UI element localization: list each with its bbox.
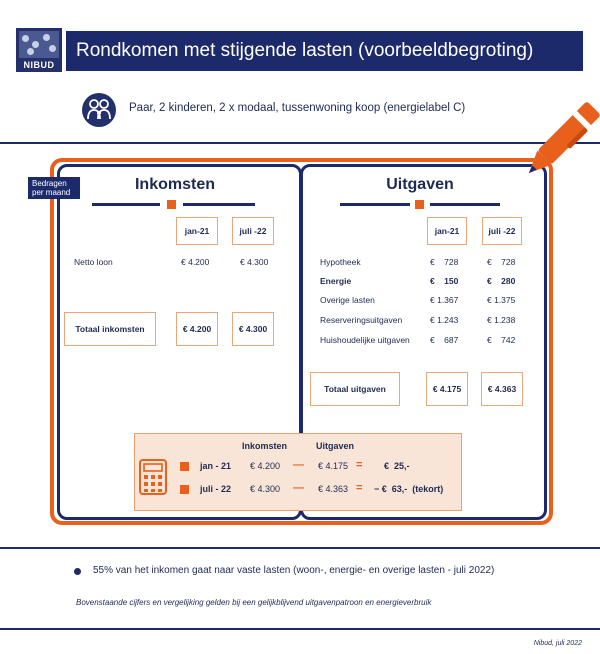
fixed-costs-statement: 55% van het inkomen gaat naar vaste lasten (woon-, energie- en overige lasten - juli 2022) [93,565,495,576]
expense-jul-overige: € 1.375 [487,295,516,305]
household-description: Paar, 2 kinderen, 2 x modaal, tussenwoning koop (energielabel C) [129,102,466,114]
expense-label-huishoudelijk: Huishoudelijke uitgaven [320,335,410,345]
income-row-jan: € 4.200 [181,257,210,267]
income-row-label: Netto loon [74,257,113,267]
equals-sign: = [356,459,363,471]
expense-jul-energie: € 280 [487,276,516,286]
footer-divider [0,628,600,630]
bullet-dot [74,568,81,575]
expense-jul-hypotheek: € 728 [487,257,516,267]
expense-jul-huishoudelijk: € 742 [487,335,516,345]
expense-label-overige: Overige lasten [320,295,375,305]
income-deco-line-right [183,203,255,206]
summary-result-jul: − € 63,- (tekort) [374,484,444,494]
income-total-jul: € 4.300 [232,312,274,346]
summary-row-marker [180,485,189,494]
summary-period-jul: juli - 22 [200,484,232,494]
summary-income-jan: € 4.200 [250,461,281,471]
disclaimer-note: Bovenstaande cijfers en vergelijking gelden bij een gelijkblijvend uitgavenpatroon en energieverbruik [76,598,432,607]
expense-label-hypotheek: Hypotheek [320,257,361,267]
summary-col-expenses: Uitgaven [316,441,355,451]
nibud-logo [16,28,62,72]
income-col-jan: jan-21 [176,217,218,245]
expenses-deco-line-right [430,203,500,206]
logo-photo [19,31,59,58]
income-col-jul: juli -22 [232,217,274,245]
expense-label-energie: Energie [320,276,352,286]
summary-income-jul: € 4.300 [250,484,281,494]
family-icon [82,93,116,127]
expense-jan-hypotheek: € 728 [430,257,459,267]
summary-col-income: Inkomsten [242,441,288,451]
summary-period-jan: jan - 21 [200,461,232,471]
expenses-col-jan: jan-21 [427,217,467,245]
expenses-deco-line-left [340,203,410,206]
summary-panel [134,433,462,511]
income-heading: Inkomsten [134,176,215,193]
source-credit: Nibud, juli 2022 [533,640,582,647]
expense-jan-huishoudelijk: € 687 [430,335,459,345]
calculator-icon [138,458,168,496]
expenses-heading: Uitgaven [386,176,454,193]
expense-label-reservering: Reserveringsuitgaven [320,315,403,325]
expenses-deco-square [415,200,424,209]
summary-expenses-jul: € 4.363 [318,484,349,494]
expenses-col-jul: juli -22 [482,217,522,245]
expense-jul-reservering: € 1.238 [487,315,516,325]
expenses-total-label: Totaal uitgaven [310,372,400,406]
logo-text: NIBUD [23,60,55,70]
income-deco-line-left [92,203,160,206]
bottom-divider [0,547,600,549]
per-month-badge: Bedragen per maand [28,177,80,199]
expense-jan-reservering: € 1.243 [430,315,459,325]
minus-sign: — [293,459,304,471]
page-title: Rondkomen met stijgende lasten (voorbeeldbegroting) [66,31,583,71]
pen-icon [500,92,600,202]
income-total-label: Totaal inkomsten [64,312,156,346]
equals-sign: = [356,482,363,494]
summary-row-marker [180,462,189,471]
summary-result-jan: € 25,- [384,461,410,471]
summary-expenses-jan: € 4.175 [318,461,349,471]
income-row-jul: € 4.300 [240,257,269,267]
minus-sign: — [293,482,304,494]
income-total-jan: € 4.200 [176,312,218,346]
income-deco-square [167,200,176,209]
expenses-total-jan: € 4.175 [426,372,468,406]
expense-jan-energie: € 150 [430,276,459,286]
expense-jan-overige: € 1.367 [430,295,459,305]
expenses-total-jul: € 4.363 [481,372,523,406]
